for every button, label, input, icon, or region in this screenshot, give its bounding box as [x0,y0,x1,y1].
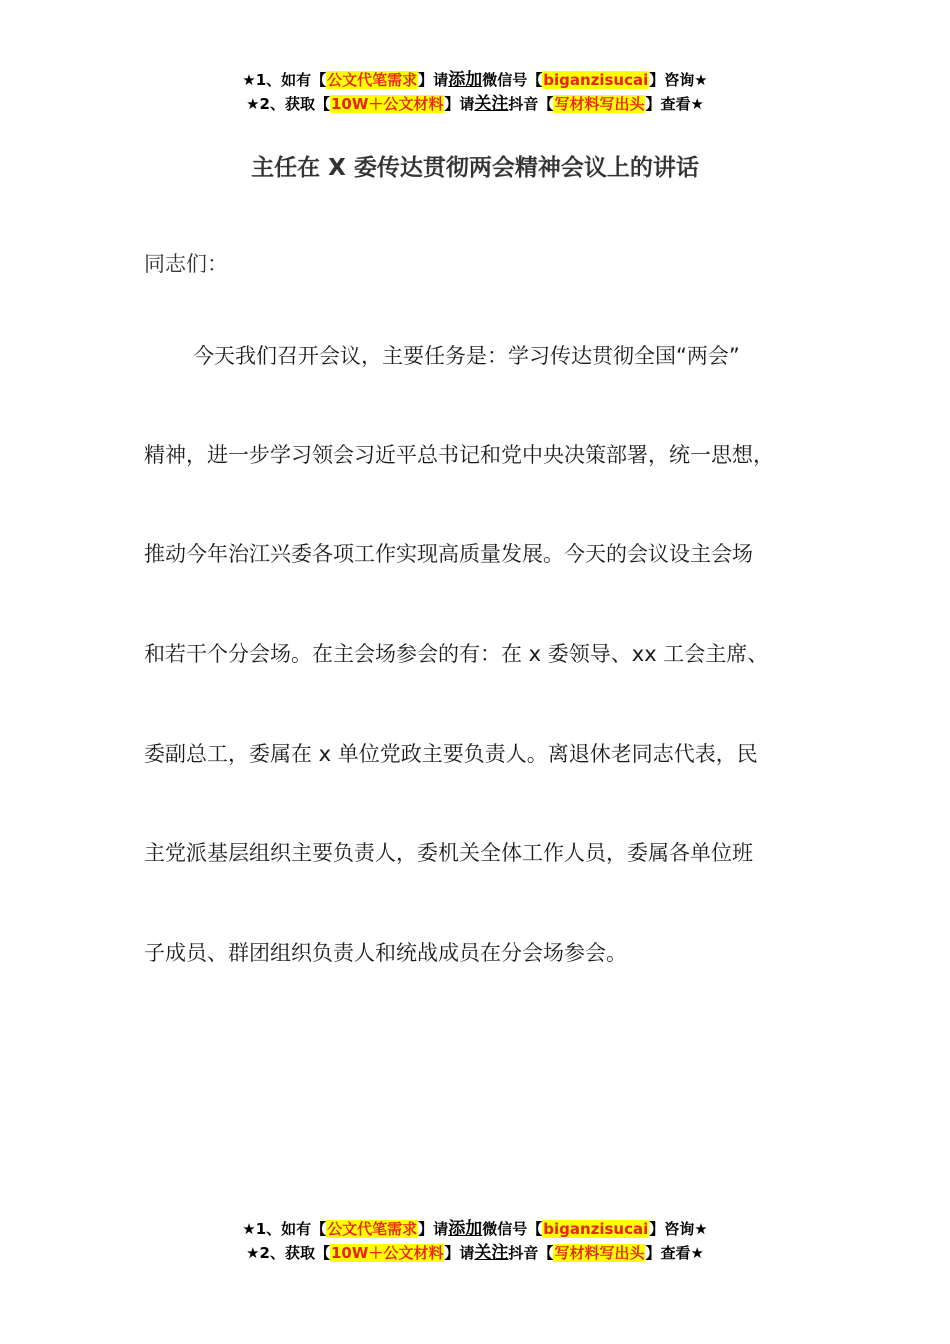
wechat-id-highlight: biganzisucai [543,1220,649,1238]
body-line: 委副总工，委属在 x 单位党政主要负责人。离退休老同志代表，民 [144,742,758,766]
follow-emphasis: 关注 [474,1243,509,1263]
footer-banner [0,1217,950,1265]
header-line-2 [0,92,950,116]
add-emphasis: 添加 [448,1219,483,1239]
header-line-1-suffix: 】咨询★ [649,71,708,89]
materials-highlight: 10W＋公文材料 [330,95,444,113]
wechat-id-highlight: biganzisucai [543,71,649,89]
footer-line-2-prefix: ★2、获取【 [246,1244,330,1262]
header-line-1 [0,68,950,92]
footer-line-1 [0,1217,950,1241]
body-line: 推动今年治江兴委各项工作实现高质量发展。今天的会议设主会场 [144,542,753,566]
header-line-2-text: 】请 [444,95,475,113]
header-line-1-text: 】请 [418,71,449,89]
header-line-2-prefix: ★2、获取【 [246,95,330,113]
body-line: 精神，进一步学习领会习近平总书记和党中央决策部署，统一思想， [144,443,774,467]
footer-line-2 [0,1241,950,1265]
header-banner [0,68,950,116]
footer-line-2-text-2: 抖音【 [508,1244,554,1262]
header-line-2-suffix: 】查看★ [645,95,704,113]
footer-line-2-text: 】请 [444,1244,475,1262]
douyin-account-highlight: 写材料写出头 [554,1244,645,1262]
service-highlight: 公文代笔需求 [327,71,418,89]
footer-line-1-prefix: ★1、如有【 [242,1220,327,1238]
salutation: 同志们： [144,252,228,276]
douyin-account-highlight: 写材料写出头 [554,95,645,113]
service-highlight: 公文代笔需求 [327,1220,418,1238]
follow-emphasis: 关注 [474,94,509,114]
document-title: 主任在 X 委传达贯彻两会精神会议上的讲话 [251,155,699,181]
body-line: 和若干个分会场。在主会场参会的有：在 x 委领导、xx 工会主席、 [144,642,769,666]
header-line-1-prefix: ★1、如有【 [242,71,327,89]
body-line: 今天我们召开会议，主要任务是：学习传达贯彻全国“两会” [193,344,740,368]
add-emphasis: 添加 [448,70,483,90]
footer-line-1-text-2: 微信号【 [482,1220,543,1238]
materials-highlight: 10W＋公文材料 [330,1244,444,1262]
footer-line-2-suffix: 】查看★ [645,1244,704,1262]
body-line: 主党派基层组织主要负责人，委机关全体工作人员，委属各单位班 [144,841,753,865]
header-line-2-text-2: 抖音【 [508,95,554,113]
body-line: 子成员、群团组织负责人和统战成员在分会场参会。 [144,941,627,965]
header-line-1-text-2: 微信号【 [482,71,543,89]
footer-line-1-text: 】请 [418,1220,449,1238]
footer-line-1-suffix: 】咨询★ [649,1220,708,1238]
